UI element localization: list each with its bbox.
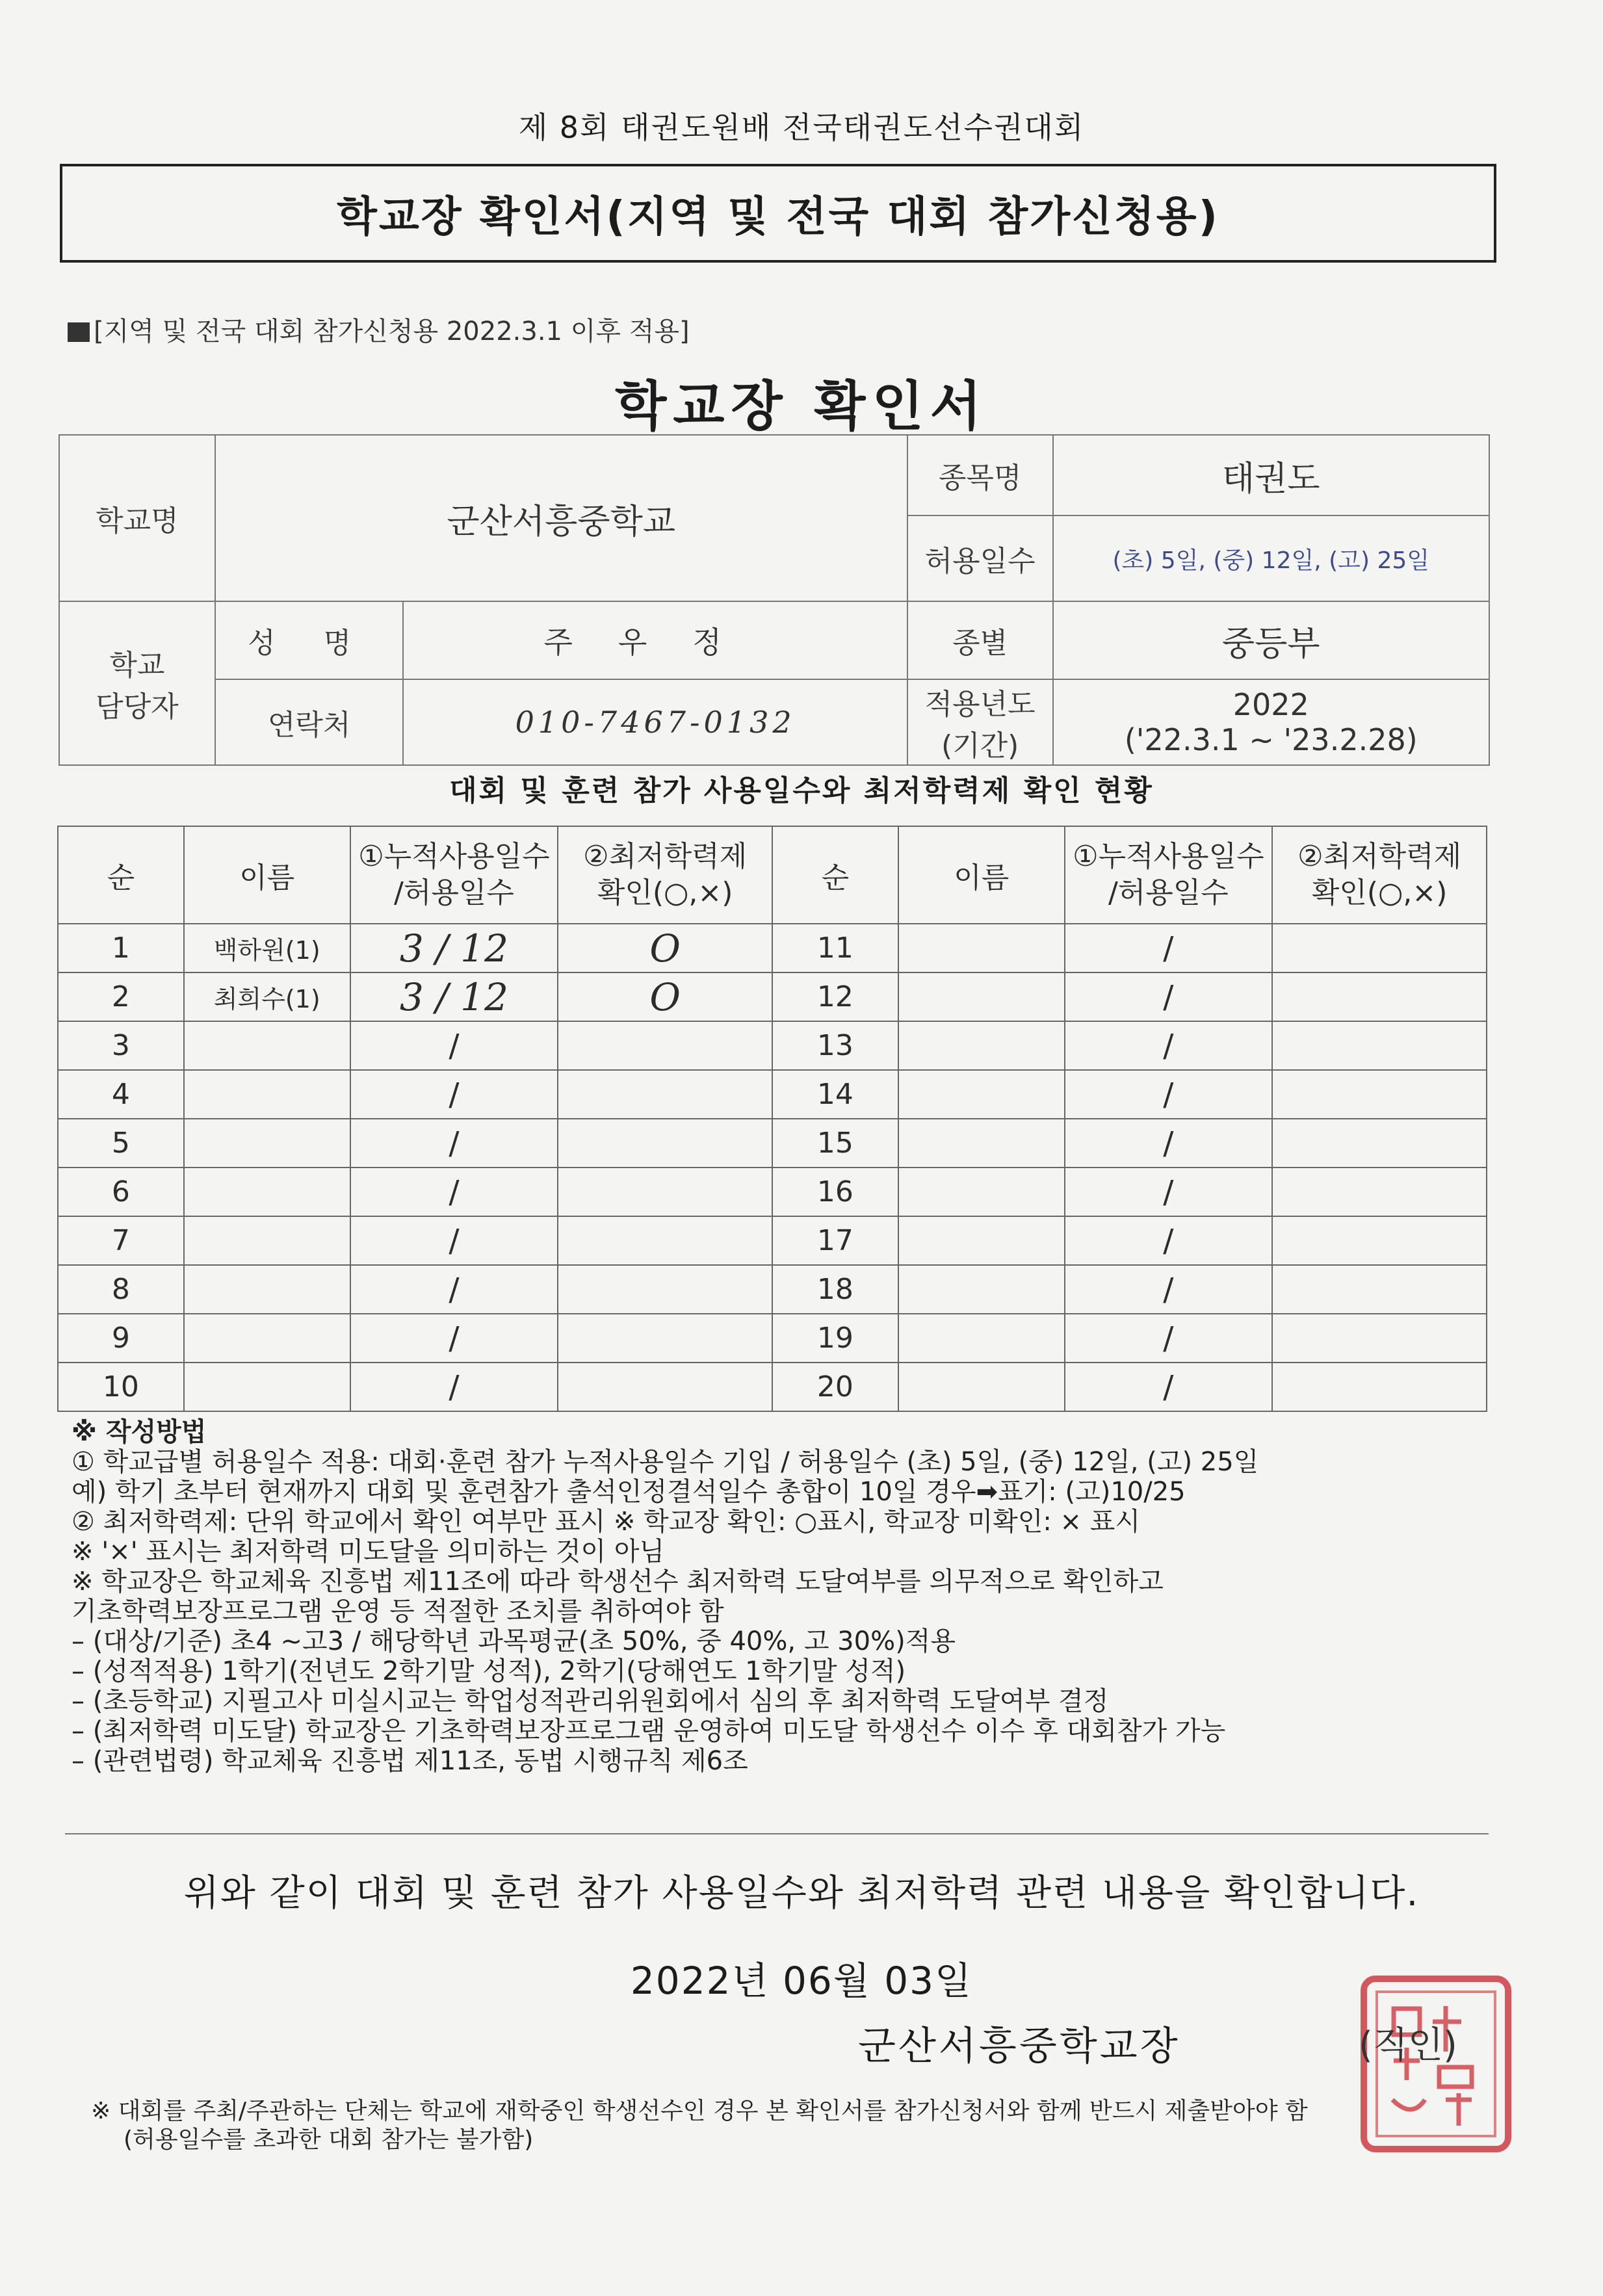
instruction-line: – (성적적용) 1학기(전년도 2학기말 성적), 2학기(당해연도 1학기말 성적) bbox=[72, 1656, 906, 1686]
entry-min-academic bbox=[1272, 1314, 1487, 1363]
entry-min-academic bbox=[558, 1070, 772, 1119]
entry-days-used: / bbox=[350, 1070, 558, 1119]
entry-number: 14 bbox=[772, 1070, 898, 1119]
table-row bbox=[58, 1314, 1487, 1363]
instruction-line: 예) 학기 초부터 현재까지 대회 및 훈련참가 출석인정결석일수 총합이 10일 경우➡표기: (고)10/25 bbox=[72, 1477, 1186, 1507]
entry-min-academic bbox=[1272, 1070, 1487, 1119]
table-header-row bbox=[58, 826, 1487, 924]
entry-name bbox=[184, 1021, 350, 1070]
col-header-days bbox=[350, 826, 558, 924]
entry-min-academic bbox=[558, 1265, 772, 1314]
table-row bbox=[58, 1070, 1487, 1119]
entry-name bbox=[184, 1314, 350, 1363]
entry-number: 7 bbox=[58, 1216, 184, 1265]
year-label-line2: (기간) bbox=[941, 729, 1019, 763]
allowed-days-value: (초) 5일, (중) 12일, (고) 25일 bbox=[1053, 515, 1489, 601]
entry-number: 1 bbox=[58, 924, 184, 972]
entry-name: 최희수(1) bbox=[184, 972, 350, 1021]
entry-days-used: 3 / 12 bbox=[350, 924, 558, 972]
footnote-line1: ※ 대회를 주최/주관하는 단체는 학교에 재학중인 학생선수인 경우 본 확인서를 참가신청서와 함께 반드시 제출받아야 함 bbox=[91, 2098, 1308, 2124]
instructions-heading: ※ 작성방법 bbox=[72, 1417, 207, 1447]
table-row bbox=[58, 1265, 1487, 1314]
section-title: 대회 및 훈련 참가 사용일수와 최저학력제 확인 현황 bbox=[449, 774, 1154, 807]
sport-value: 태권도 bbox=[1053, 435, 1489, 515]
year-value: 2022 bbox=[1232, 687, 1309, 722]
divider bbox=[65, 1833, 1489, 1834]
contact-person-label bbox=[59, 601, 215, 765]
entry-number: 9 bbox=[58, 1314, 184, 1363]
entry-number: 3 bbox=[58, 1021, 184, 1070]
entry-number: 2 bbox=[58, 972, 184, 1021]
entry-days-used: / bbox=[1065, 1021, 1273, 1070]
table-row bbox=[58, 972, 1487, 1021]
entry-days-used: / bbox=[1065, 1265, 1273, 1314]
entry-name bbox=[898, 1265, 1065, 1314]
entry-days-used: / bbox=[350, 1265, 558, 1314]
entry-name bbox=[184, 1070, 350, 1119]
usage-table bbox=[57, 826, 1487, 1412]
entry-min-academic bbox=[558, 1021, 772, 1070]
entry-days-used: / bbox=[1065, 1216, 1273, 1265]
instructions bbox=[72, 1417, 1515, 1776]
entry-days-used: / bbox=[1065, 1168, 1273, 1216]
footnote bbox=[91, 2097, 1521, 2154]
entry-days-used: / bbox=[1065, 1119, 1273, 1168]
table-row bbox=[58, 1363, 1487, 1411]
instruction-line: – (최저학력 미도달) 학교장은 기초학력보장프로그램 운영하여 미도달 학생선수 이수 후 대회참가 가능 bbox=[72, 1716, 1226, 1746]
entry-number: 18 bbox=[772, 1265, 898, 1314]
entry-name bbox=[898, 1168, 1065, 1216]
entry-name: 백하원(1) bbox=[184, 924, 350, 972]
document-title: 학교장 확인서 bbox=[615, 376, 988, 437]
table-row bbox=[58, 1216, 1487, 1265]
entry-days-used: 3 / 12 bbox=[350, 972, 558, 1021]
col-header-days-line1: ①누적사용일수 bbox=[358, 840, 550, 873]
entry-number: 10 bbox=[58, 1363, 184, 1411]
entry-min-academic bbox=[1272, 1168, 1487, 1216]
col-header-days-2-line1: ①누적사용일수 bbox=[1073, 840, 1264, 873]
entry-name bbox=[898, 1314, 1065, 1363]
instruction-line: – (대상/기준) 초4 ~고3 / 해당학년 과목평균(초 50%, 중 40%, 고 30%)적용 bbox=[72, 1626, 956, 1656]
entry-name bbox=[898, 1021, 1065, 1070]
instruction-line: ① 학교급별 허용일수 적용: 대회·훈련 참가 누적사용일수 기입 / 허용일수 (초) 5일, (중) 12일, (고) 25일 bbox=[72, 1447, 1259, 1477]
entry-number: 4 bbox=[58, 1070, 184, 1119]
entry-min-academic bbox=[558, 1363, 772, 1411]
entry-min-academic bbox=[1272, 1216, 1487, 1265]
entry-number: 12 bbox=[772, 972, 898, 1021]
allowed-days-label: 허용일수 bbox=[907, 515, 1053, 601]
table-row bbox=[58, 1119, 1487, 1168]
col-header-min-2-line2: 확인(○,×) bbox=[1311, 876, 1448, 909]
entry-name bbox=[898, 972, 1065, 1021]
sport-label: 종목명 bbox=[907, 435, 1053, 515]
col-header-days-2-line2: /허용일수 bbox=[1108, 876, 1229, 909]
col-header-days-line2: /허용일수 bbox=[394, 876, 514, 909]
entry-name bbox=[184, 1119, 350, 1168]
principal-signature-line: 군산서흥중학교장 bbox=[858, 2024, 1180, 2069]
applicability-note bbox=[68, 311, 690, 348]
document-banner bbox=[60, 164, 1496, 263]
instruction-line: ② 최저학력제: 단위 학교에서 확인 여부만 표시 ※ 학교장 확인: ○표시, 학교장 미확인: × 표시 bbox=[72, 1507, 1141, 1537]
entry-days-used: / bbox=[350, 1168, 558, 1216]
entry-number: 17 bbox=[772, 1216, 898, 1265]
instruction-line: 기초학력보장프로그램 운영 등 적절한 조치를 취하여야 함 bbox=[72, 1597, 724, 1626]
confirmation-statement: 위와 같이 대회 및 훈련 참가 사용일수와 최저학력 관련 내용을 확인합니다. bbox=[183, 1872, 1420, 1914]
entry-days-used: / bbox=[1065, 1363, 1273, 1411]
entry-number: 8 bbox=[58, 1265, 184, 1314]
entry-days-used: / bbox=[1065, 1070, 1273, 1119]
instruction-line: ※ '×' 표시는 최저학력 미도달을 의미하는 것이 아님 bbox=[72, 1537, 665, 1567]
banner-text: 학교장 확인서(지역 및 전국 대회 참가신청용) bbox=[337, 193, 1219, 241]
entry-min-academic bbox=[1272, 972, 1487, 1021]
col-header-min-line1: ②최저학력제 bbox=[583, 840, 748, 873]
entry-min-academic bbox=[1272, 1119, 1487, 1168]
entry-number: 13 bbox=[772, 1021, 898, 1070]
instruction-line: – (초등학교) 지필고사 미실시교는 학업성적관리위원회에서 심의 후 최저학력 도달여부 결정 bbox=[72, 1686, 1109, 1716]
entry-min-academic bbox=[558, 1314, 772, 1363]
col-header-min bbox=[558, 826, 772, 924]
entry-name bbox=[184, 1216, 350, 1265]
col-header-name-2: 이름 bbox=[898, 826, 1065, 924]
contact-name-handwritten: 주우정 bbox=[403, 601, 907, 679]
entry-days-used: / bbox=[350, 1314, 558, 1363]
entry-number: 20 bbox=[772, 1363, 898, 1411]
entry-number: 16 bbox=[772, 1168, 898, 1216]
table-row bbox=[58, 1021, 1487, 1070]
entry-min-academic bbox=[558, 1216, 772, 1265]
entry-number: 6 bbox=[58, 1168, 184, 1216]
entry-number: 15 bbox=[772, 1119, 898, 1168]
entry-name bbox=[184, 1168, 350, 1216]
year-label-line1: 적용년도 bbox=[924, 688, 1036, 721]
col-header-min-2-line1: ②최저학력제 bbox=[1297, 840, 1462, 873]
col-header-days-2 bbox=[1065, 826, 1273, 924]
period-value: ('22.3.1 ~ '23.2.28) bbox=[1124, 722, 1418, 757]
year-label bbox=[907, 679, 1053, 765]
entry-number: 11 bbox=[772, 924, 898, 972]
division-value: 중등부 bbox=[1053, 601, 1489, 679]
entry-min-academic bbox=[558, 1168, 772, 1216]
entry-name bbox=[184, 1363, 350, 1411]
entry-min-academic: O bbox=[558, 924, 772, 972]
col-header-name: 이름 bbox=[184, 826, 350, 924]
entry-days-used: / bbox=[350, 1363, 558, 1411]
entry-days-used: / bbox=[350, 1119, 558, 1168]
col-header-no-2: 순 bbox=[772, 826, 898, 924]
entry-min-academic bbox=[1272, 1363, 1487, 1411]
entry-days-used: / bbox=[350, 1021, 558, 1070]
col-header-min-line2: 확인(○,×) bbox=[597, 876, 733, 909]
seal-label: (직인) bbox=[1359, 2024, 1457, 2067]
school-label: 학교명 bbox=[59, 435, 215, 601]
entry-name bbox=[184, 1265, 350, 1314]
square-bullet-icon bbox=[68, 322, 90, 342]
entry-days-used: / bbox=[1065, 924, 1273, 972]
school-name: 군산서흥중학교 bbox=[215, 435, 907, 601]
entry-name bbox=[898, 1363, 1065, 1411]
entry-min-academic bbox=[1272, 1265, 1487, 1314]
event-title: 제 8회 태권도원배 전국태권도선수권대회 bbox=[518, 110, 1085, 145]
instruction-line: – (관련법령) 학교체육 진흥법 제11조, 동법 시행규칙 제6조 bbox=[72, 1746, 748, 1776]
entry-min-academic bbox=[1272, 1021, 1487, 1070]
applicability-text: [지역 및 전국 대회 참가신청용 2022.3.1 이후 적용] bbox=[94, 317, 690, 346]
contact-phone-handwritten: 010-7467-0132 bbox=[403, 679, 907, 765]
table-row bbox=[58, 924, 1487, 972]
entry-name bbox=[898, 1216, 1065, 1265]
entry-days-used: / bbox=[1065, 972, 1273, 1021]
year-cell bbox=[1053, 679, 1489, 765]
phone-label: 연락처 bbox=[215, 679, 404, 765]
division-label: 종별 bbox=[907, 601, 1053, 679]
entry-name bbox=[898, 924, 1065, 972]
col-header-min-2 bbox=[1272, 826, 1487, 924]
table-row bbox=[58, 1168, 1487, 1216]
footnote-line2: (허용일수를 초과한 대회 참가는 불가함) bbox=[124, 2126, 534, 2153]
entry-min-academic bbox=[558, 1119, 772, 1168]
contact-label-line2: 담당자 bbox=[96, 690, 179, 724]
entry-number: 19 bbox=[772, 1314, 898, 1363]
instruction-line: ※ 학교장은 학교체육 진흥법 제11조에 따라 학생선수 최저학력 도달여부를 의무적으로 확인하고 bbox=[72, 1567, 1164, 1597]
entry-name bbox=[898, 1070, 1065, 1119]
entry-name bbox=[898, 1119, 1065, 1168]
entry-number: 5 bbox=[58, 1119, 184, 1168]
entry-min-academic bbox=[1272, 924, 1487, 972]
entry-days-used: / bbox=[350, 1216, 558, 1265]
document-date: 2022년 06월 03일 bbox=[630, 1959, 973, 2003]
school-info-table bbox=[59, 434, 1490, 766]
entry-days-used: / bbox=[1065, 1314, 1273, 1363]
name-label: 성 명 bbox=[215, 601, 404, 679]
col-header-no: 순 bbox=[58, 826, 184, 924]
contact-label-line1: 학교 bbox=[109, 649, 165, 682]
entry-min-academic: O bbox=[558, 972, 772, 1021]
